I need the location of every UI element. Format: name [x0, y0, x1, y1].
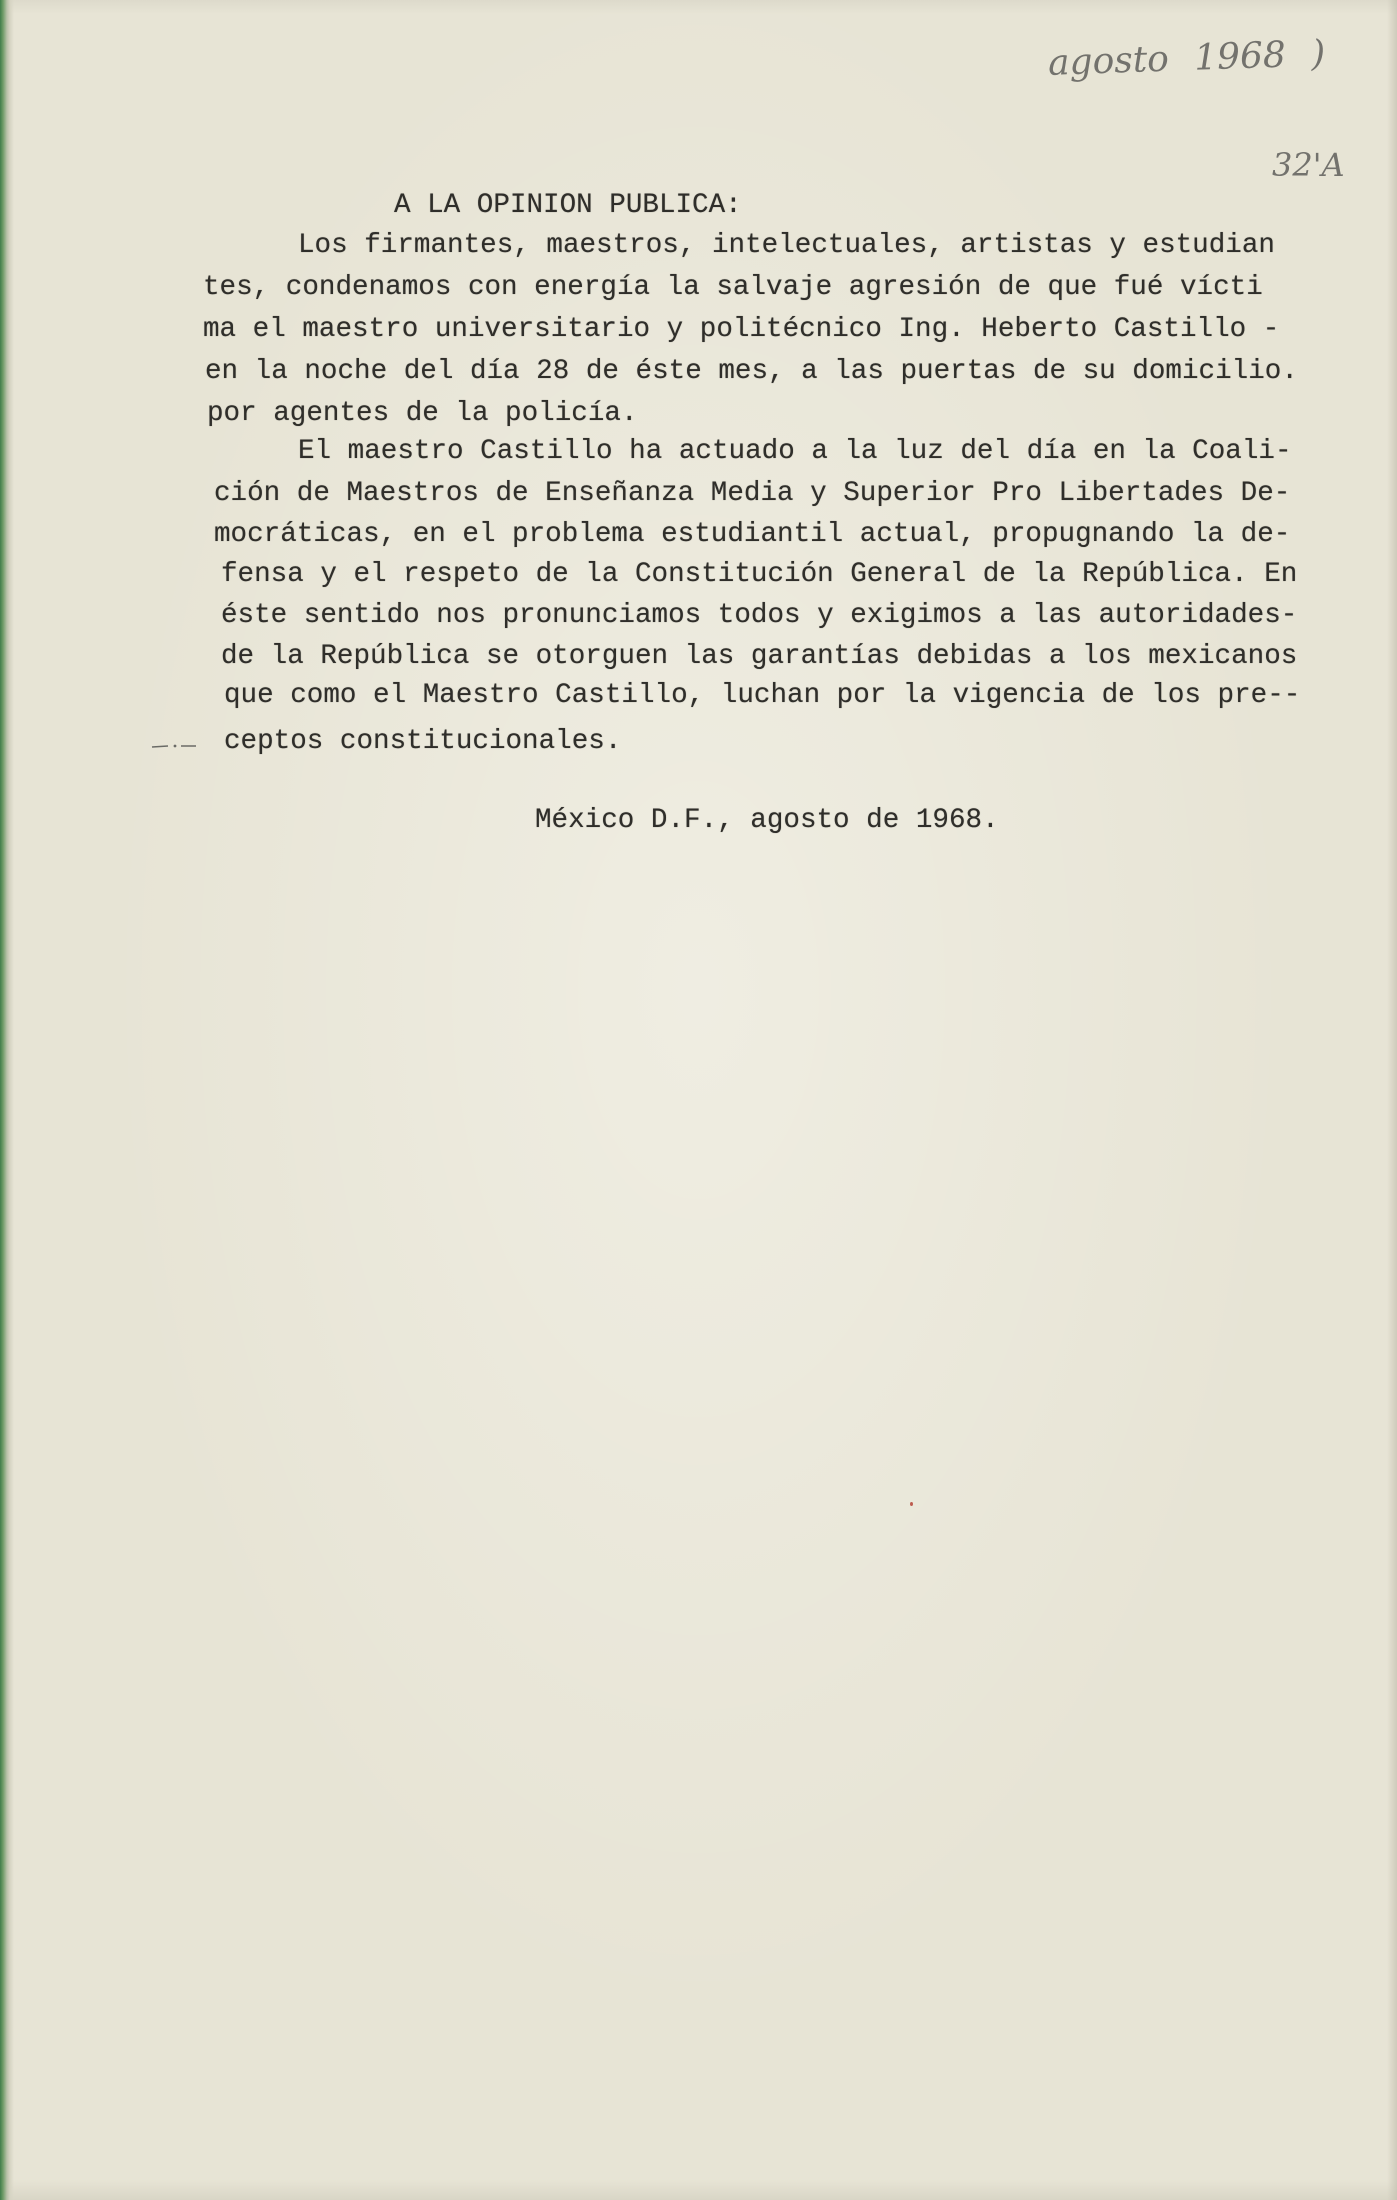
paper-left-edge — [0, 0, 14, 2200]
paragraph-2-line-2: ción de Maestros de Enseñanza Media y Superior Pro Libertades De- — [214, 478, 1291, 509]
ink-speck — [910, 1502, 913, 1506]
paragraph-2-line-1: El maestro Castillo ha actuado a la luz del día en la Coali- — [298, 436, 1292, 467]
handwritten-date-note: agosto 1968 ) — [1047, 33, 1326, 84]
paragraph-2-line-5: éste sentido nos pronunciamos todos y exigimos a las autoridades- — [221, 600, 1298, 631]
paragraph-2-line-8: ceptos constitucionales. — [224, 726, 622, 757]
paragraph-2-line-7: que como el Maestro Castillo, luchan por la vigencia de los pre-- — [224, 680, 1301, 711]
paragraph-1-line-2: tes, condenamos con energía la salvaje agresión de que fué vícti — [203, 272, 1263, 303]
handwritten-folio-number: 32'A — [1272, 146, 1345, 184]
paragraph-1-line-5: por agentes de la policía. — [207, 398, 638, 429]
paragraph-1-line-4: en la noche del día 28 de éste mes, a las puertas de su domicilio. — [205, 356, 1298, 387]
paragraph-2-line-4: fensa y el respeto de la Constitución General de la República. En — [221, 559, 1298, 590]
paper-right-edge — [1387, 0, 1397, 2200]
paragraph-2-line-6: de la República se otorguen las garantías debidas a los mexicanos — [221, 641, 1298, 672]
paragraph-1-line-1: Los firmantes, maestros, intelectuales, artistas y estudian — [298, 230, 1275, 261]
paragraph-1-line-3: ma el maestro universitario y politécnico Ing. Heberto Castillo - — [203, 314, 1280, 345]
paragraph-2-line-3: mocráticas, en el problema estudiantil actual, propugnando la de- — [214, 519, 1291, 550]
margin-dash-mark — [150, 736, 200, 756]
document-title: A LA OPINION PUBLICA: — [394, 190, 742, 221]
place-and-date: México D.F., agosto de 1968. — [535, 805, 999, 836]
